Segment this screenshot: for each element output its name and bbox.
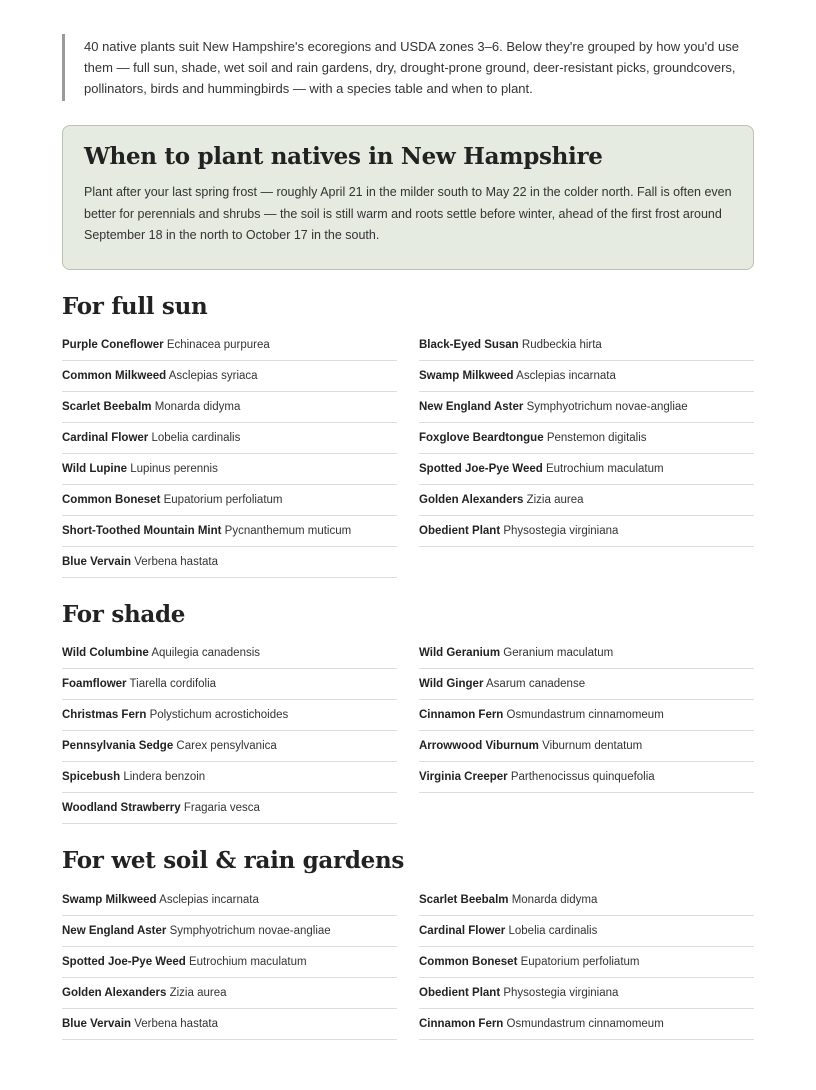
plant-scientific-name: Osmundastrum cinnamomeum bbox=[506, 708, 664, 721]
plant-scientific-name: Eupatorium perfoliatum bbox=[163, 493, 283, 506]
plant-common-name: Common Boneset bbox=[62, 493, 161, 506]
plant-scientific-name: Penstemon digitalis bbox=[546, 431, 647, 444]
plant-item bbox=[62, 978, 397, 1009]
plant-grid bbox=[62, 330, 754, 578]
plant-item bbox=[62, 885, 397, 916]
plant-common-name: Foamflower bbox=[62, 677, 127, 690]
callout-title: When to plant natives in New Hampshire bbox=[84, 143, 603, 170]
plant-item bbox=[62, 762, 397, 793]
plant-common-name: Wild Lupine bbox=[62, 462, 128, 475]
plant-common-name: Cardinal Flower bbox=[62, 431, 149, 444]
plant-item bbox=[62, 731, 397, 762]
plant-scientific-name: Physostegia virginiana bbox=[503, 986, 619, 999]
plant-scientific-name: Symphyotrichum novae-angliae bbox=[169, 924, 331, 937]
plant-item bbox=[62, 454, 397, 485]
plant-scientific-name: Asclepias incarnata bbox=[159, 893, 259, 906]
plant-common-name: Wild Columbine bbox=[62, 646, 149, 659]
plant-common-name: Virginia Creeper bbox=[419, 770, 508, 783]
plant-item bbox=[419, 638, 754, 669]
plant-common-name: Spotted Joe-Pye Weed bbox=[419, 462, 543, 475]
plant-column-left bbox=[62, 330, 397, 578]
plant-common-name: Scarlet Beebalm bbox=[419, 893, 509, 906]
plant-item bbox=[419, 330, 754, 361]
plant-item bbox=[419, 516, 754, 547]
plant-item bbox=[62, 361, 397, 392]
plant-item bbox=[62, 330, 397, 361]
plant-item bbox=[62, 1009, 397, 1040]
plant-item bbox=[62, 547, 397, 578]
plant-scientific-name: Polystichum acrostichoides bbox=[149, 708, 289, 721]
plant-common-name: Common Boneset bbox=[419, 955, 518, 968]
plant-common-name: Swamp Milkweed bbox=[419, 369, 514, 382]
plant-common-name: Common Milkweed bbox=[62, 369, 167, 382]
plant-scientific-name: Eupatorium perfoliatum bbox=[520, 955, 640, 968]
plant-scientific-name: Tiarella cordifolia bbox=[129, 677, 217, 690]
plant-common-name: Scarlet Beebalm bbox=[62, 400, 152, 413]
article bbox=[0, 34, 816, 1040]
plant-scientific-name: Echinacea purpurea bbox=[166, 338, 270, 351]
plant-scientific-name: Parthenocissus quinquefolia bbox=[510, 770, 655, 783]
plant-item bbox=[419, 392, 754, 423]
plant-item bbox=[419, 947, 754, 978]
plant-scientific-name: Zizia aurea bbox=[169, 986, 227, 999]
plant-common-name: Wild Ginger bbox=[419, 677, 484, 690]
plant-common-name: Cardinal Flower bbox=[419, 924, 506, 937]
plant-scientific-name: Symphyotrichum novae-angliae bbox=[526, 400, 688, 413]
plant-common-name: New England Aster bbox=[62, 924, 167, 937]
plant-item bbox=[62, 516, 397, 547]
plant-common-name: Short-Toothed Mountain Mint bbox=[62, 524, 222, 537]
plant-item bbox=[62, 916, 397, 947]
plant-item bbox=[62, 485, 397, 516]
plant-common-name: Blue Vervain bbox=[62, 1017, 132, 1030]
plant-scientific-name: Lupinus perennis bbox=[130, 462, 218, 475]
plant-scientific-name: Physostegia virginiana bbox=[503, 524, 619, 537]
section-title: For full sun bbox=[62, 292, 208, 320]
plant-scientific-name: Rudbeckia hirta bbox=[521, 338, 602, 351]
plant-scientific-name: Lindera benzoin bbox=[123, 770, 206, 783]
plant-item bbox=[419, 700, 754, 731]
plant-item bbox=[62, 947, 397, 978]
plant-common-name: Obedient Plant bbox=[419, 986, 501, 999]
plant-item bbox=[419, 669, 754, 700]
plant-scientific-name: Eutrochium maculatum bbox=[188, 955, 307, 968]
plant-item bbox=[62, 793, 397, 824]
plant-scientific-name: Aquilegia canadensis bbox=[151, 646, 261, 659]
section-title: For wet soil & rain gardens bbox=[62, 846, 405, 874]
plant-item bbox=[419, 454, 754, 485]
plant-item bbox=[62, 700, 397, 731]
plant-common-name: Wild Geranium bbox=[419, 646, 501, 659]
plant-common-name: Golden Alexanders bbox=[62, 986, 167, 999]
plant-item bbox=[62, 638, 397, 669]
plant-item bbox=[62, 392, 397, 423]
plant-scientific-name: Zizia aurea bbox=[526, 493, 584, 506]
plant-common-name: Golden Alexanders bbox=[419, 493, 524, 506]
plant-item bbox=[419, 885, 754, 916]
plant-grid bbox=[62, 638, 754, 824]
plant-item bbox=[419, 1009, 754, 1040]
plant-common-name: Cinnamon Fern bbox=[419, 1017, 504, 1030]
plant-item bbox=[419, 762, 754, 793]
plant-scientific-name: Osmundastrum cinnamomeum bbox=[506, 1017, 664, 1030]
plant-common-name: Foxglove Beardtongue bbox=[419, 431, 544, 444]
plant-common-name: Black-Eyed Susan bbox=[419, 338, 519, 351]
plant-common-name: Woodland Strawberry bbox=[62, 801, 181, 814]
section-wet-soil bbox=[62, 846, 754, 1040]
plant-scientific-name: Pycnanthemum muticum bbox=[224, 524, 352, 537]
plant-common-name: Swamp Milkweed bbox=[62, 893, 157, 906]
plant-common-name: Obedient Plant bbox=[419, 524, 501, 537]
plant-common-name: Christmas Fern bbox=[62, 708, 147, 721]
plant-item bbox=[419, 916, 754, 947]
plant-column-left bbox=[62, 885, 397, 1040]
section-full-sun bbox=[62, 292, 754, 578]
plant-item bbox=[419, 485, 754, 516]
plant-scientific-name: Lobelia cardinalis bbox=[508, 924, 598, 937]
plant-common-name: New England Aster bbox=[419, 400, 524, 413]
section-title: For shade bbox=[62, 600, 186, 628]
plant-common-name: Pennsylvania Sedge bbox=[62, 739, 174, 752]
plant-common-name: Spotted Joe-Pye Weed bbox=[62, 955, 186, 968]
plant-item bbox=[419, 423, 754, 454]
planting-time-callout bbox=[62, 125, 754, 270]
plant-scientific-name: Asclepias incarnata bbox=[516, 369, 616, 382]
plant-common-name: Purple Coneflower bbox=[62, 338, 164, 351]
plant-common-name: Spicebush bbox=[62, 770, 121, 783]
intro-quote: 40 native plants suit New Hampshire's ecoregions and USDA zones 3–6. Below they're grouped by how you'd use them — full sun, shade, wet soil and rain gardens, dry, drought-prone ground, deer-resistant picks, groundcovers, pollinators, birds and hummingbirds — with a species table and when to plant. bbox=[62, 34, 754, 101]
section-shade bbox=[62, 600, 754, 824]
plant-common-name: Arrowwood Viburnum bbox=[419, 739, 539, 752]
plant-common-name: Cinnamon Fern bbox=[419, 708, 504, 721]
plant-item bbox=[419, 731, 754, 762]
plant-scientific-name: Fragaria vesca bbox=[183, 801, 260, 814]
plant-scientific-name: Geranium maculatum bbox=[503, 646, 614, 659]
plant-scientific-name: Viburnum dentatum bbox=[542, 739, 643, 752]
plant-scientific-name: Verbena hastata bbox=[134, 555, 219, 568]
plant-column-right bbox=[419, 638, 754, 824]
plant-scientific-name: Eutrochium maculatum bbox=[545, 462, 664, 475]
plant-item bbox=[419, 978, 754, 1009]
plant-scientific-name: Asclepias syriaca bbox=[168, 369, 258, 382]
plant-scientific-name: Asarum canadense bbox=[486, 677, 586, 690]
plant-scientific-name: Monarda didyma bbox=[511, 893, 598, 906]
plant-scientific-name: Monarda didyma bbox=[154, 400, 241, 413]
plant-scientific-name: Verbena hastata bbox=[134, 1017, 219, 1030]
plant-common-name: Blue Vervain bbox=[62, 555, 132, 568]
plant-item bbox=[419, 361, 754, 392]
plant-scientific-name: Carex pensylvanica bbox=[176, 739, 277, 752]
plant-column-right bbox=[419, 330, 754, 578]
plant-column-left bbox=[62, 638, 397, 824]
plant-grid bbox=[62, 885, 754, 1040]
plant-scientific-name: Lobelia cardinalis bbox=[151, 431, 241, 444]
plant-item bbox=[62, 423, 397, 454]
plant-column-right bbox=[419, 885, 754, 1040]
plant-item bbox=[62, 669, 397, 700]
callout-body: Plant after your last spring frost — roughly April 21 in the milder south to May 22 in the colder north. Fall is often even better for perennials and shrubs — the soil is still warm and roots settle before winter, ahead of the first frost around September 18 in the north to October 17 in the south. bbox=[84, 185, 732, 242]
